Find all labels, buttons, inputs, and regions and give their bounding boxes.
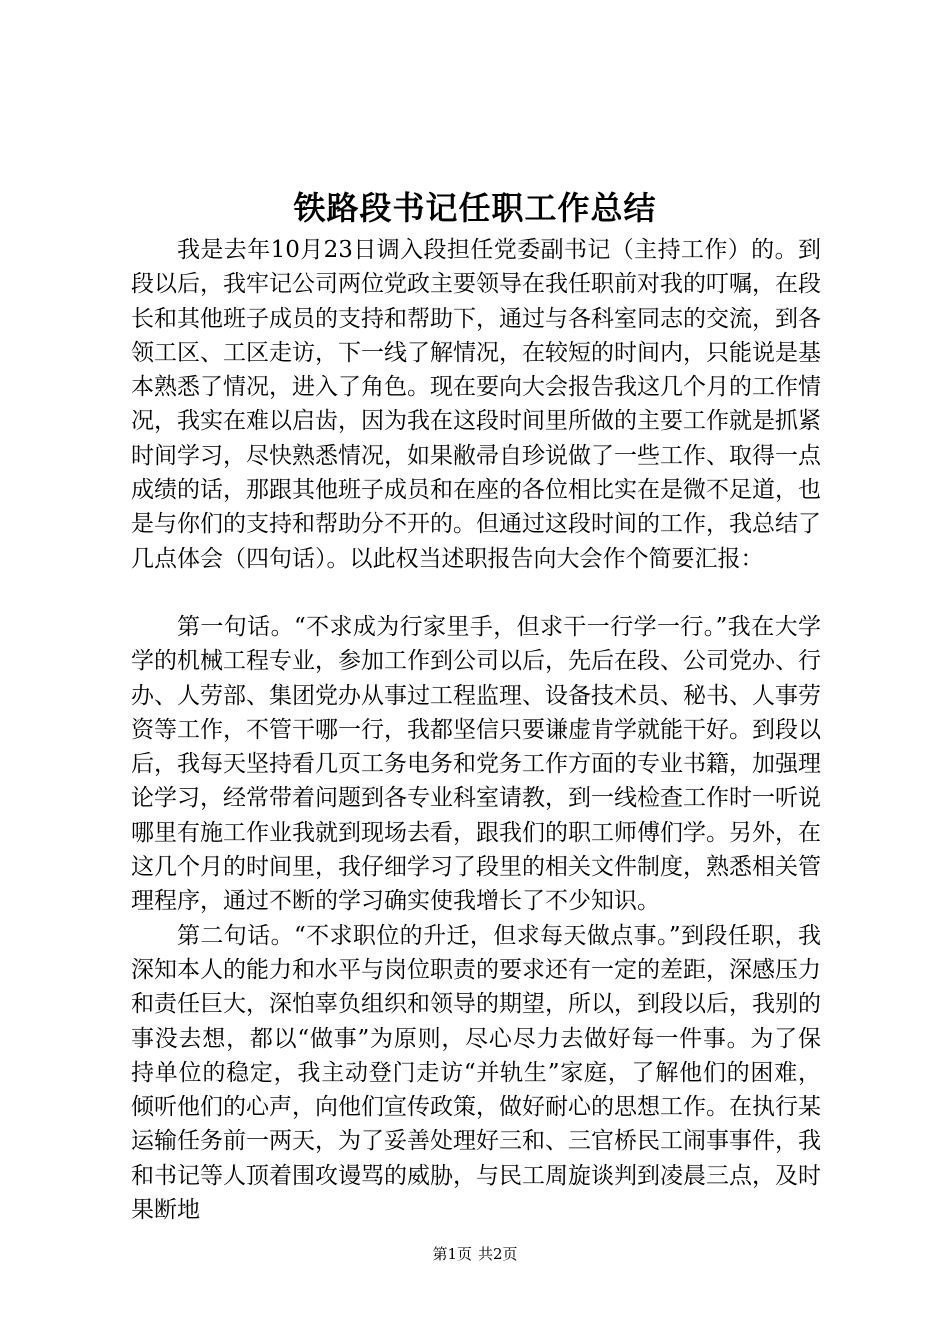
page-number-total: 共2页: [478, 1245, 518, 1263]
page-number-current: 第1页: [432, 1245, 472, 1263]
paragraph-second-point: 第二句话。“不求职位的升迁，但求每天做点事。”到段任职，我深知本人的能力和水平与岗位职责的要求还有一定的差距，深感压力和责任巨大，深怕辜负组织和领导的期望，所以，到段以后，我别的事没去想，都以“做事”为原则，尽心尽力去做好每一件事。为了保持单位的稳定，我主动登门走访“并轨生”家庭，了解他们的困难，倾听他们的心声，向他们宣传政策，做好耐心的思想工作。在执行某运输任务前一两天，为了妥善处理好三和、三官桥民工闹事事件，我和书记等人顶着围攻谩骂的威胁，与民工周旋谈判到凌晨三点，及时果断地: [131, 922, 821, 1224]
document-body: [131, 233, 821, 1227]
paragraph-intro: 我是去年10月23日调入段担任党委副书记（主持工作）的。到段以后，我牢记公司两位党政主要领导在我任职前对我的叮嘱，在段长和其他班子成员的支持和帮助下，通过与各科室同志的交流，到各领工区、工区走访，下一线了解情况，在较短的时间内，只能说是基本熟悉了情况，进入了角色。现在要向大会报告我这几个月的工作情况，我实在难以启齿，因为我在这段时间里所做的主要工作就是抓紧时间学习，尽快熟悉情况，如果敝帚自珍说做了一些工作、取得一点成绩的话，那跟其他班子成员和在座的各位相比实在是微不足道，也是与你们的支持和帮助分不开的。但通过这段时间的工作，我总结了几点体会（四句话）。以此权当述职报告向大会作个简要汇报：: [131, 237, 821, 572]
paragraph-first-point: 第一句话。“不求成为行家里手，但求干一行学一行。”我在大学学的机械工程专业，参加工作到公司以后，先后在段、公司党办、行办、人劳部、集团党办从事过工程监理、设备技术员、秘书、人事劳资等工作，不管干哪一行，我都坚信只要谦虚肯学就能干好。到段以后，我每天坚持看几页工务电务和党务工作方面的专业书籍，加强理论学习，经常带着问题到各专业科室请教，到一线检查工作时一听说哪里有施工作业我就到现场去看，跟我们的职工师傅们学。另外，在这几个月的时间里，我仔细学习了段里的相关文件制度，熟悉相关管理程序，通过不断的学习确实使我增长了不少知识。: [131, 613, 821, 915]
document-title: 铁路段书记任职工作总结: [293, 189, 657, 227]
page-footer: [0, 1244, 950, 1264]
